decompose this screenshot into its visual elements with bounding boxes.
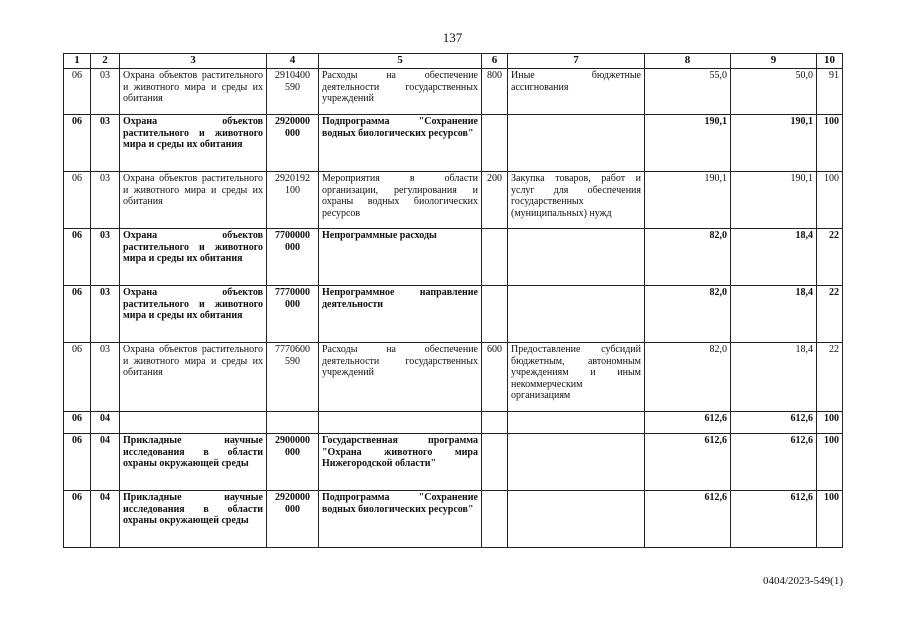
header-cell: 5 bbox=[319, 54, 482, 69]
table-cell-col-9: 18,4 bbox=[731, 343, 817, 412]
table-cell-col-7 bbox=[508, 286, 645, 343]
table-cell-col-6 bbox=[482, 229, 508, 286]
table-cell-col-7 bbox=[508, 412, 645, 434]
table-cell-col-1: 06 bbox=[64, 69, 91, 115]
table-cell-col-5 bbox=[319, 412, 482, 434]
table-row bbox=[64, 69, 843, 115]
table-cell-col-9: 18,4 bbox=[731, 286, 817, 343]
table-cell-col-6 bbox=[482, 286, 508, 343]
table-cell-col-6: 200 bbox=[482, 172, 508, 229]
table-cell-col-9: 190,1 bbox=[731, 115, 817, 172]
table-row bbox=[64, 412, 843, 434]
table-cell-col-5: Непрограммное направление деятельности bbox=[319, 286, 482, 343]
table-cell-col-5: Подпрограмма "Сохранение водных биологических ресурсов" bbox=[319, 115, 482, 172]
table-cell-col-9: 612,6 bbox=[731, 491, 817, 548]
table-cell-col-4: 7770000 000 bbox=[267, 286, 319, 343]
table-cell-col-2: 04 bbox=[91, 491, 120, 548]
table-cell-col-9: 50,0 bbox=[731, 69, 817, 115]
table-cell-col-2: 03 bbox=[91, 229, 120, 286]
table-row bbox=[64, 115, 843, 172]
table-cell-col-7: Предоставление субсидий бюджетным, автономным учреждениям и иным некоммерческим организациям bbox=[508, 343, 645, 412]
table-cell-col-6 bbox=[482, 412, 508, 434]
table-cell-col-1: 06 bbox=[64, 286, 91, 343]
table-cell-col-4: 2900000 000 bbox=[267, 434, 319, 491]
table-cell-col-6: 800 bbox=[482, 69, 508, 115]
document-code: 0404/2023-549(1) bbox=[762, 575, 843, 587]
header-cell: 7 bbox=[508, 54, 645, 69]
table-cell-col-2: 03 bbox=[91, 286, 120, 343]
table-cell-col-3: Охрана объектов растительного и животного мира и среды их обитания bbox=[120, 115, 267, 172]
table-cell-col-5: Расходы на обеспечение деятельности государственных учреждений bbox=[319, 69, 482, 115]
table-cell-col-6 bbox=[482, 115, 508, 172]
table-cell-col-3: Охрана объектов растительного и животного мира и среды их обитания bbox=[120, 172, 267, 229]
table-cell-col-1: 06 bbox=[64, 434, 91, 491]
header-cell: 8 bbox=[645, 54, 731, 69]
header-cell: 10 bbox=[817, 54, 843, 69]
table-cell-col-8: 190,1 bbox=[645, 172, 731, 229]
table-cell-col-8: 612,6 bbox=[645, 491, 731, 548]
table-cell-col-10: 100 bbox=[817, 491, 843, 548]
table-cell-col-8: 82,0 bbox=[645, 286, 731, 343]
table-cell-col-4: 7700000 000 bbox=[267, 229, 319, 286]
table-row bbox=[64, 343, 843, 412]
table-cell-col-4: 2920000 000 bbox=[267, 491, 319, 548]
table-cell-col-1: 06 bbox=[64, 343, 91, 412]
table-row bbox=[64, 434, 843, 491]
table-cell-col-10: 100 bbox=[817, 412, 843, 434]
table-cell-col-4: 2920192 100 bbox=[267, 172, 319, 229]
table-cell-col-6: 600 bbox=[482, 343, 508, 412]
table-cell-col-10: 22 bbox=[817, 286, 843, 343]
table-cell-col-3: Прикладные научные исследования в области охраны окружающей среды bbox=[120, 491, 267, 548]
table-cell-col-7: Закупка товаров, работ и услуг для обеспечения государственных (муниципальных) нужд bbox=[508, 172, 645, 229]
table-cell-col-1: 06 bbox=[64, 491, 91, 548]
table-cell-col-10: 22 bbox=[817, 343, 843, 412]
table-cell-col-8: 190,1 bbox=[645, 115, 731, 172]
table-cell-col-5: Непрограммные расходы bbox=[319, 229, 482, 286]
table-cell-col-6 bbox=[482, 434, 508, 491]
header-cell: 3 bbox=[120, 54, 267, 69]
table-header-row bbox=[64, 54, 843, 69]
table-cell-col-10: 100 bbox=[817, 172, 843, 229]
table-cell-col-8: 612,6 bbox=[645, 412, 731, 434]
header-cell: 9 bbox=[731, 54, 817, 69]
header-cell: 6 bbox=[482, 54, 508, 69]
table-cell-col-1: 06 bbox=[64, 115, 91, 172]
table-cell-col-10: 100 bbox=[817, 434, 843, 491]
header-cell: 1 bbox=[64, 54, 91, 69]
table-cell-col-2: 04 bbox=[91, 412, 120, 434]
table-cell-col-8: 55,0 bbox=[645, 69, 731, 115]
table-cell-col-7 bbox=[508, 491, 645, 548]
table-cell-col-7 bbox=[508, 229, 645, 286]
table-cell-col-3: Охрана объектов растительного и животного мира и среды их обитания bbox=[120, 229, 267, 286]
table-cell-col-2: 03 bbox=[91, 69, 120, 115]
table-cell-col-7 bbox=[508, 115, 645, 172]
table-cell-col-3 bbox=[120, 412, 267, 434]
table-cell-col-2: 03 bbox=[91, 343, 120, 412]
table-cell-col-5: Мероприятия в области организации, регулирования и охраны водных биологических ресурсов bbox=[319, 172, 482, 229]
table-cell-col-3: Прикладные научные исследования в области охраны окружающей среды bbox=[120, 434, 267, 491]
table-cell-col-3: Охрана объектов растительного и животного мира и среды их обитания bbox=[120, 343, 267, 412]
table-cell-col-10: 100 bbox=[817, 115, 843, 172]
table-cell-col-1: 06 bbox=[64, 412, 91, 434]
table-cell-col-7: Иные бюджетные ассигнования bbox=[508, 69, 645, 115]
table-cell-col-2: 03 bbox=[91, 115, 120, 172]
header-cell: 2 bbox=[91, 54, 120, 69]
table-cell-col-2: 04 bbox=[91, 434, 120, 491]
table-cell-col-6 bbox=[482, 491, 508, 548]
table-cell-col-4: 2910400 590 bbox=[267, 69, 319, 115]
table-cell-col-8: 612,6 bbox=[645, 434, 731, 491]
table-row bbox=[64, 491, 843, 548]
table-cell-col-5: Расходы на обеспечение деятельности государственных учреждений bbox=[319, 343, 482, 412]
page-number: 137 bbox=[442, 30, 463, 45]
table-cell-col-9: 612,6 bbox=[731, 412, 817, 434]
table-cell-col-4 bbox=[267, 412, 319, 434]
table-cell-col-8: 82,0 bbox=[645, 229, 731, 286]
table-cell-col-1: 06 bbox=[64, 172, 91, 229]
table-cell-col-3: Охрана объектов растительного и животного мира и среды их обитания bbox=[120, 69, 267, 115]
table-row bbox=[64, 229, 843, 286]
budget-table bbox=[63, 53, 843, 548]
table-cell-col-5: Подпрограмма "Сохранение водных биологических ресурсов" bbox=[319, 491, 482, 548]
header-cell: 4 bbox=[267, 54, 319, 69]
table-cell-col-7 bbox=[508, 434, 645, 491]
table-cell-col-2: 03 bbox=[91, 172, 120, 229]
table-cell-col-4: 2920000 000 bbox=[267, 115, 319, 172]
table-cell-col-10: 91 bbox=[817, 69, 843, 115]
table-cell-col-1: 06 bbox=[64, 229, 91, 286]
table-cell-col-9: 190,1 bbox=[731, 172, 817, 229]
table-cell-col-9: 612,6 bbox=[731, 434, 817, 491]
table-cell-col-5: Государственная программа "Охрана животного мира Нижегородской области" bbox=[319, 434, 482, 491]
table-row bbox=[64, 286, 843, 343]
table-cell-col-4: 7770600 590 bbox=[267, 343, 319, 412]
table-cell-col-9: 18,4 bbox=[731, 229, 817, 286]
table-cell-col-10: 22 bbox=[817, 229, 843, 286]
table-cell-col-3: Охрана объектов растительного и животного мира и среды их обитания bbox=[120, 286, 267, 343]
table-row bbox=[64, 172, 843, 229]
table-cell-col-8: 82,0 bbox=[645, 343, 731, 412]
